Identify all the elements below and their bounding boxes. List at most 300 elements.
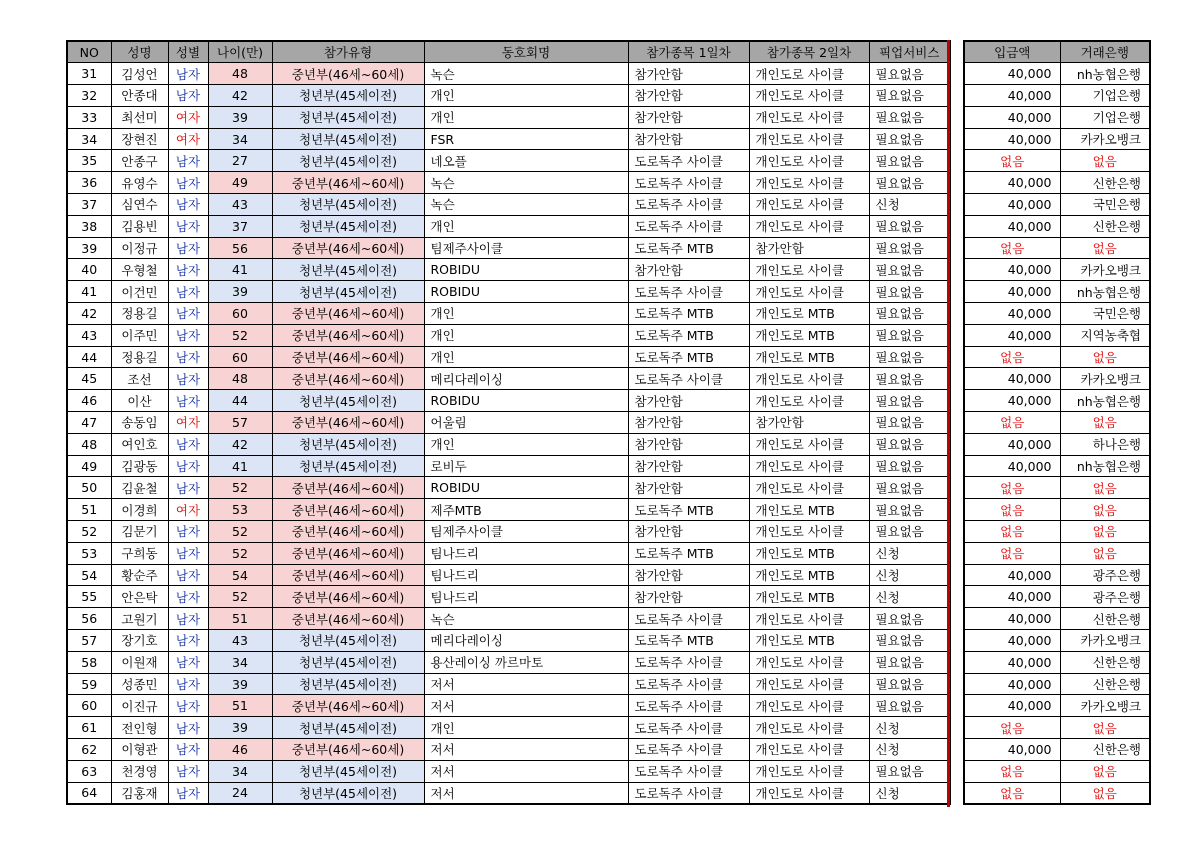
cell-age: 41 (208, 455, 272, 477)
cell-bank: 지역농축협 (1060, 324, 1150, 346)
cell-age: 53 (208, 499, 272, 521)
cell-day1: 참가안함 (628, 390, 749, 412)
cell-age: 24 (208, 782, 272, 804)
cell-day2: 개인도로 사이클 (749, 608, 869, 630)
table-row (964, 324, 1150, 346)
header-name: 성명 (111, 41, 168, 63)
cell-category: 중년부(46세~60세) (272, 477, 424, 499)
cell-day1: 참가안함 (628, 128, 749, 150)
cell-gender: 남자 (168, 194, 208, 216)
cell-bank: 기업은행 (1060, 85, 1150, 107)
cell-day2: 개인도로 사이클 (749, 150, 869, 172)
cell-club: 팀나드리 (424, 586, 628, 608)
cell-gender: 남자 (168, 651, 208, 673)
cell-day2: 개인도로 사이클 (749, 390, 869, 412)
cell-no: 31 (67, 63, 111, 85)
table-row (67, 499, 950, 521)
cell-age: 43 (208, 630, 272, 652)
table-row (964, 782, 1150, 804)
cell-age: 39 (208, 717, 272, 739)
cell-category: 청년부(45세이전) (272, 215, 424, 237)
cell-deposit: 없음 (964, 499, 1060, 521)
cell-gender: 남자 (168, 521, 208, 543)
cell-day1: 참가안함 (628, 63, 749, 85)
cell-deposit: 40,000 (964, 433, 1060, 455)
cell-deposit: 40,000 (964, 215, 1060, 237)
cell-age: 48 (208, 368, 272, 390)
cell-day2: 개인도로 사이클 (749, 85, 869, 107)
cell-club: 개인 (424, 85, 628, 107)
cell-category: 청년부(45세이전) (272, 717, 424, 739)
cell-category: 청년부(45세이전) (272, 281, 424, 303)
cell-pickup: 신청 (869, 586, 950, 608)
cell-pickup: 필요없음 (869, 259, 950, 281)
header-row (964, 41, 1150, 63)
cell-pickup: 필요없음 (869, 63, 950, 85)
cell-category: 중년부(46세~60세) (272, 542, 424, 564)
cell-gender: 남자 (168, 259, 208, 281)
cell-day2: 개인도로 사이클 (749, 106, 869, 128)
header-age: 나이(만) (208, 41, 272, 63)
cell-club: 개인 (424, 346, 628, 368)
cell-category: 중년부(46세~60세) (272, 63, 424, 85)
cell-category: 청년부(45세이전) (272, 85, 424, 107)
table-row (964, 172, 1150, 194)
cell-gender: 남자 (168, 630, 208, 652)
cell-name: 이정규 (111, 237, 168, 259)
cell-no: 58 (67, 651, 111, 673)
cell-name: 이형관 (111, 739, 168, 761)
cell-gender: 여자 (168, 499, 208, 521)
cell-day1: 참가안함 (628, 433, 749, 455)
divider-line (947, 40, 950, 807)
table-row (67, 324, 950, 346)
cell-name: 이원재 (111, 651, 168, 673)
cell-pickup: 필요없음 (869, 695, 950, 717)
table-row (964, 673, 1150, 695)
cell-gender: 남자 (168, 237, 208, 259)
cell-day1: 참가안함 (628, 106, 749, 128)
cell-category: 청년부(45세이전) (272, 651, 424, 673)
cell-pickup: 필요없음 (869, 412, 950, 434)
cell-deposit: 없음 (964, 521, 1060, 543)
cell-day1: 도로독주 사이클 (628, 782, 749, 804)
cell-club: 녹슨 (424, 194, 628, 216)
cell-bank: 광주은행 (1060, 564, 1150, 586)
cell-club: 개인 (424, 717, 628, 739)
table-row (67, 412, 950, 434)
cell-age: 27 (208, 150, 272, 172)
table-row (67, 63, 950, 85)
table-row (67, 106, 950, 128)
cell-name: 여인호 (111, 433, 168, 455)
cell-name: 안종구 (111, 150, 168, 172)
cell-gender: 남자 (168, 717, 208, 739)
cell-gender: 남자 (168, 542, 208, 564)
table-row (964, 412, 1150, 434)
cell-bank: 카카오뱅크 (1060, 368, 1150, 390)
cell-deposit: 없음 (964, 717, 1060, 739)
cell-age: 52 (208, 542, 272, 564)
cell-day1: 참가안함 (628, 477, 749, 499)
cell-pickup: 필요없음 (869, 477, 950, 499)
cell-age: 39 (208, 673, 272, 695)
cell-age: 42 (208, 85, 272, 107)
cell-pickup: 필요없음 (869, 608, 950, 630)
cell-age: 34 (208, 651, 272, 673)
cell-no: 38 (67, 215, 111, 237)
cell-name: 안은탁 (111, 586, 168, 608)
cell-pickup: 필요없음 (869, 324, 950, 346)
cell-bank: nh농협은행 (1060, 63, 1150, 85)
cell-bank: 카카오뱅크 (1060, 630, 1150, 652)
cell-category: 청년부(45세이전) (272, 106, 424, 128)
table-row (67, 760, 950, 782)
cell-no: 33 (67, 106, 111, 128)
cell-gender: 여자 (168, 412, 208, 434)
cell-pickup: 필요없음 (869, 346, 950, 368)
cell-category: 청년부(45세이전) (272, 782, 424, 804)
cell-category: 중년부(46세~60세) (272, 368, 424, 390)
cell-no: 49 (67, 455, 111, 477)
table-row (964, 717, 1150, 739)
cell-age: 48 (208, 63, 272, 85)
cell-category: 중년부(46세~60세) (272, 739, 424, 761)
cell-day1: 도로독주 사이클 (628, 695, 749, 717)
cell-club: 제주MTB (424, 499, 628, 521)
cell-deposit: 40,000 (964, 324, 1060, 346)
table-row (964, 695, 1150, 717)
cell-pickup: 필요없음 (869, 521, 950, 543)
table-row (67, 194, 950, 216)
cell-bank: 국민은행 (1060, 303, 1150, 325)
table-row (964, 215, 1150, 237)
cell-day1: 도로독주 사이클 (628, 172, 749, 194)
cell-bank: 광주은행 (1060, 586, 1150, 608)
table-row (67, 651, 950, 673)
cell-day1: 도로독주 MTB (628, 346, 749, 368)
cell-deposit: 40,000 (964, 128, 1060, 150)
cell-deposit: 40,000 (964, 455, 1060, 477)
table-row (67, 259, 950, 281)
cell-no: 43 (67, 324, 111, 346)
table-row (67, 695, 950, 717)
table-row (67, 630, 950, 652)
cell-bank: 없음 (1060, 412, 1150, 434)
table-row (964, 521, 1150, 543)
cell-no: 35 (67, 150, 111, 172)
cell-category: 청년부(45세이전) (272, 630, 424, 652)
cell-age: 37 (208, 215, 272, 237)
cell-bank: 카카오뱅크 (1060, 128, 1150, 150)
cell-age: 42 (208, 433, 272, 455)
cell-age: 54 (208, 564, 272, 586)
cell-bank: 없음 (1060, 542, 1150, 564)
cell-age: 49 (208, 172, 272, 194)
cell-day2: 개인도로 MTB (749, 542, 869, 564)
cell-no: 56 (67, 608, 111, 630)
table-row (67, 586, 950, 608)
header-gender: 성별 (168, 41, 208, 63)
cell-bank: 신한은행 (1060, 215, 1150, 237)
cell-day2: 개인도로 사이클 (749, 477, 869, 499)
cell-name: 송동임 (111, 412, 168, 434)
cell-pickup: 필요없음 (869, 630, 950, 652)
table-row (67, 608, 950, 630)
cell-no: 50 (67, 477, 111, 499)
cell-gender: 남자 (168, 346, 208, 368)
cell-category: 중년부(46세~60세) (272, 346, 424, 368)
table-row (964, 63, 1150, 85)
cell-deposit: 40,000 (964, 172, 1060, 194)
cell-deposit: 40,000 (964, 63, 1060, 85)
cell-day2: 개인도로 MTB (749, 346, 869, 368)
cell-gender: 남자 (168, 782, 208, 804)
cell-no: 55 (67, 586, 111, 608)
cell-club: ROBIDU (424, 390, 628, 412)
cell-age: 41 (208, 259, 272, 281)
cell-club: 네오플 (424, 150, 628, 172)
table-row (67, 237, 950, 259)
cell-no: 46 (67, 390, 111, 412)
cell-club: 용산레이싱 까르마토 (424, 651, 628, 673)
header-day1: 참가종목 1일차 (628, 41, 749, 63)
cell-day1: 참가안함 (628, 521, 749, 543)
cell-day2: 개인도로 사이클 (749, 739, 869, 761)
cell-club: FSR (424, 128, 628, 150)
cell-name: 김성언 (111, 63, 168, 85)
cell-gender: 남자 (168, 673, 208, 695)
cell-pickup: 필요없음 (869, 499, 950, 521)
cell-age: 51 (208, 695, 272, 717)
cell-no: 64 (67, 782, 111, 804)
cell-age: 46 (208, 739, 272, 761)
cell-deposit: 40,000 (964, 586, 1060, 608)
cell-no: 39 (67, 237, 111, 259)
cell-day2: 개인도로 사이클 (749, 433, 869, 455)
table-row (964, 194, 1150, 216)
cell-category: 청년부(45세이전) (272, 433, 424, 455)
cell-gender: 남자 (168, 85, 208, 107)
cell-deposit: 없음 (964, 412, 1060, 434)
cell-day2: 개인도로 사이클 (749, 760, 869, 782)
cell-deposit: 40,000 (964, 85, 1060, 107)
cell-club: 팀나드리 (424, 542, 628, 564)
table-row (67, 128, 950, 150)
cell-deposit: 40,000 (964, 368, 1060, 390)
cell-no: 53 (67, 542, 111, 564)
cell-day1: 도로독주 MTB (628, 630, 749, 652)
table-row (67, 433, 950, 455)
table-row (67, 477, 950, 499)
cell-pickup: 필요없음 (869, 303, 950, 325)
cell-day1: 도로독주 사이클 (628, 717, 749, 739)
cell-pickup: 필요없음 (869, 390, 950, 412)
cell-day2: 개인도로 MTB (749, 564, 869, 586)
header-category: 참가유형 (272, 41, 424, 63)
cell-pickup: 필요없음 (869, 651, 950, 673)
cell-club: 저서 (424, 739, 628, 761)
payment-table (963, 40, 1151, 805)
cell-age: 34 (208, 128, 272, 150)
cell-category: 청년부(45세이전) (272, 128, 424, 150)
header-pickup: 픽업서비스 (869, 41, 950, 63)
cell-name: 이산 (111, 390, 168, 412)
cell-club: ROBIDU (424, 281, 628, 303)
cell-category: 중년부(46세~60세) (272, 564, 424, 586)
cell-day2: 개인도로 MTB (749, 586, 869, 608)
cell-day1: 도로독주 사이클 (628, 760, 749, 782)
cell-day2: 개인도로 사이클 (749, 128, 869, 150)
cell-name: 조선 (111, 368, 168, 390)
cell-deposit: 40,000 (964, 259, 1060, 281)
cell-deposit: 40,000 (964, 303, 1060, 325)
cell-club: 저서 (424, 760, 628, 782)
cell-name: 이경희 (111, 499, 168, 521)
cell-club: 저서 (424, 695, 628, 717)
cell-bank: 없음 (1060, 477, 1150, 499)
table-row (964, 106, 1150, 128)
cell-deposit: 없음 (964, 346, 1060, 368)
cell-bank: nh농협은행 (1060, 281, 1150, 303)
table-row (964, 477, 1150, 499)
table-row (964, 760, 1150, 782)
header-bank: 거래은행 (1060, 41, 1150, 63)
cell-bank: 국민은행 (1060, 194, 1150, 216)
cell-bank: 하나은행 (1060, 433, 1150, 455)
cell-gender: 남자 (168, 150, 208, 172)
cell-pickup: 필요없음 (869, 433, 950, 455)
table-row (67, 739, 950, 761)
cell-club: 녹슨 (424, 172, 628, 194)
cell-pickup: 필요없음 (869, 237, 950, 259)
cell-day2: 개인도로 사이클 (749, 281, 869, 303)
cell-no: 40 (67, 259, 111, 281)
cell-club: 메리다레이싱 (424, 630, 628, 652)
cell-club: 녹슨 (424, 608, 628, 630)
cell-category: 청년부(45세이전) (272, 259, 424, 281)
cell-category: 청년부(45세이전) (272, 150, 424, 172)
cell-age: 52 (208, 324, 272, 346)
cell-day2: 개인도로 MTB (749, 630, 869, 652)
cell-club: 저서 (424, 782, 628, 804)
cell-day2: 참가안함 (749, 412, 869, 434)
cell-day1: 도로독주 MTB (628, 237, 749, 259)
cell-pickup: 필요없음 (869, 172, 950, 194)
table-row (964, 150, 1150, 172)
cell-pickup: 필요없음 (869, 106, 950, 128)
cell-day2: 개인도로 사이클 (749, 63, 869, 85)
cell-deposit: 없음 (964, 782, 1060, 804)
cell-pickup: 필요없음 (869, 673, 950, 695)
cell-category: 중년부(46세~60세) (272, 237, 424, 259)
cell-no: 36 (67, 172, 111, 194)
cell-bank: 카카오뱅크 (1060, 259, 1150, 281)
cell-no: 44 (67, 346, 111, 368)
cell-day1: 도로독주 사이클 (628, 215, 749, 237)
cell-age: 52 (208, 586, 272, 608)
cell-gender: 남자 (168, 215, 208, 237)
cell-deposit: 40,000 (964, 673, 1060, 695)
cell-category: 중년부(46세~60세) (272, 499, 424, 521)
cell-club: 로비두 (424, 455, 628, 477)
cell-age: 52 (208, 477, 272, 499)
table-row (964, 85, 1150, 107)
cell-day1: 도로독주 사이클 (628, 281, 749, 303)
participant-table (66, 40, 951, 805)
cell-gender: 남자 (168, 172, 208, 194)
cell-deposit: 40,000 (964, 564, 1060, 586)
cell-name: 장현진 (111, 128, 168, 150)
cell-club: 메리다레이싱 (424, 368, 628, 390)
table-row (964, 259, 1150, 281)
cell-bank: 기업은행 (1060, 106, 1150, 128)
header-row (67, 41, 950, 63)
cell-category: 청년부(45세이전) (272, 390, 424, 412)
table-row (964, 608, 1150, 630)
cell-gender: 남자 (168, 433, 208, 455)
cell-pickup: 필요없음 (869, 455, 950, 477)
cell-day2: 개인도로 사이클 (749, 695, 869, 717)
cell-no: 42 (67, 303, 111, 325)
cell-gender: 남자 (168, 281, 208, 303)
table-row (964, 651, 1150, 673)
cell-club: 팀제주사이클 (424, 521, 628, 543)
cell-day1: 참가안함 (628, 455, 749, 477)
cell-name: 김문기 (111, 521, 168, 543)
cell-day1: 도로독주 사이클 (628, 368, 749, 390)
cell-pickup: 필요없음 (869, 85, 950, 107)
cell-no: 60 (67, 695, 111, 717)
cell-day2: 개인도로 사이클 (749, 259, 869, 281)
cell-gender: 남자 (168, 739, 208, 761)
cell-name: 심연수 (111, 194, 168, 216)
cell-day2: 개인도로 사이클 (749, 782, 869, 804)
cell-club: 팀제주사이클 (424, 237, 628, 259)
cell-club: ROBIDU (424, 477, 628, 499)
cell-bank: 신한은행 (1060, 673, 1150, 695)
cell-day2: 참가안함 (749, 237, 869, 259)
cell-bank: 신한은행 (1060, 651, 1150, 673)
header-club: 동호회명 (424, 41, 628, 63)
cell-day1: 도로독주 사이클 (628, 673, 749, 695)
cell-day1: 참가안함 (628, 564, 749, 586)
cell-pickup: 신청 (869, 782, 950, 804)
table-row (964, 455, 1150, 477)
cell-deposit: 40,000 (964, 106, 1060, 128)
cell-deposit: 없음 (964, 237, 1060, 259)
cell-deposit: 없음 (964, 477, 1060, 499)
cell-name: 천경영 (111, 760, 168, 782)
table-row (67, 281, 950, 303)
cell-bank: 없음 (1060, 237, 1150, 259)
cell-category: 청년부(45세이전) (272, 455, 424, 477)
table-row (964, 303, 1150, 325)
cell-day2: 개인도로 사이클 (749, 368, 869, 390)
cell-club: 어울림 (424, 412, 628, 434)
cell-deposit: 없음 (964, 150, 1060, 172)
cell-club: 녹슨 (424, 63, 628, 85)
cell-age: 43 (208, 194, 272, 216)
cell-name: 유영수 (111, 172, 168, 194)
cell-day1: 도로독주 MTB (628, 303, 749, 325)
cell-name: 우형철 (111, 259, 168, 281)
cell-name: 안종대 (111, 85, 168, 107)
table-row (67, 782, 950, 804)
header-day2: 참가종목 2일차 (749, 41, 869, 63)
cell-club: 개인 (424, 215, 628, 237)
cell-no: 63 (67, 760, 111, 782)
